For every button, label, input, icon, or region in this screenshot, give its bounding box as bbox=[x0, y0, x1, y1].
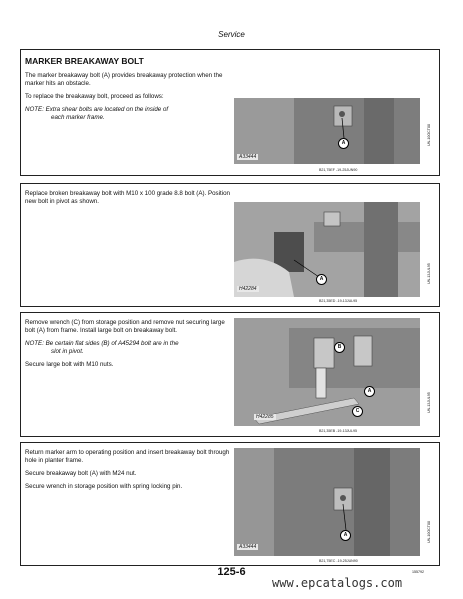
note-line: Extra shear bolts are located on the inside of bbox=[45, 106, 169, 113]
figure-photo bbox=[234, 318, 420, 426]
note bbox=[25, 106, 230, 122]
figure-photo bbox=[234, 202, 420, 297]
panel-install-large-bolt bbox=[20, 312, 440, 437]
panel-return-marker-arm bbox=[20, 442, 440, 566]
paragraph: Return marker arm to operating position and insert breakaway bolt through hole in planter frame. bbox=[25, 449, 230, 464]
page-number: 125-6 bbox=[217, 566, 246, 578]
callout-a: A bbox=[340, 530, 351, 541]
panel-marker-breakaway-bolt bbox=[20, 49, 440, 176]
watermark: www.epcatalogs.com bbox=[272, 576, 403, 590]
panel-text bbox=[25, 319, 230, 374]
figure-ref: B21,35ED -19-13JUL95 bbox=[319, 299, 358, 303]
paragraph: Secure breakaway bolt (A) with M24 nut. bbox=[25, 470, 137, 477]
note-line: each marker frame. bbox=[51, 114, 105, 121]
paragraph: Replace broken breakaway bolt with M10 x 100 grade 8.8 bolt (A). Position new bolt in pivot as shown. bbox=[25, 190, 230, 205]
note-prefix: NOTE: bbox=[25, 106, 44, 113]
footer-code: 155792 bbox=[412, 570, 424, 574]
panel-text bbox=[25, 190, 230, 211]
photo-illustration bbox=[234, 448, 420, 556]
figure-photo bbox=[234, 98, 420, 164]
paragraph: The marker breakaway bolt (A) provides breakaway protection when the marker hits an obstacle. bbox=[25, 72, 223, 87]
figure-id: H42284 bbox=[239, 286, 257, 292]
panel-replace-bolt bbox=[20, 183, 440, 307]
callout-a: A bbox=[338, 138, 349, 149]
figure-id: A33444 bbox=[239, 154, 257, 160]
figure-id: H42285 bbox=[256, 414, 274, 420]
figure-ref: B21,35EB -19-13JUL95 bbox=[319, 429, 357, 433]
photo-illustration bbox=[234, 98, 420, 164]
figure-id: A33444 bbox=[239, 544, 257, 550]
note-line: Be certain flat sides (B) of A45294 bolt are in the bbox=[45, 340, 179, 347]
callout-c: C bbox=[352, 406, 363, 417]
panel-text bbox=[25, 449, 230, 496]
figure-side-code: UN-13JUL95 bbox=[427, 263, 431, 284]
paragraph: To replace the breakaway bolt, proceed as follows: bbox=[25, 93, 164, 100]
panel-text bbox=[25, 57, 230, 127]
figure-side-code: UN-10OCT88 bbox=[427, 124, 431, 146]
photo-illustration bbox=[234, 202, 420, 297]
figure-ref: B21,75EC -19-25JUN90 bbox=[319, 559, 358, 563]
paragraph: Remove wrench (C) from storage position and remove nut securing large bolt (A) from frame. Install large bolt on breakaway bolt. bbox=[25, 319, 225, 334]
page-header: Service bbox=[218, 30, 245, 39]
note bbox=[25, 340, 230, 356]
callout-a: A bbox=[364, 386, 375, 397]
callout-b: B bbox=[334, 342, 345, 353]
note-prefix: NOTE: bbox=[25, 340, 44, 347]
figure-ref: B21,75EF -19-25JUN90 bbox=[319, 168, 358, 172]
figure-side-code: UN-10OCT88 bbox=[427, 521, 431, 543]
paragraph: Secure large bolt with M10 nuts. bbox=[25, 361, 114, 368]
paragraph: Secure wrench in storage position with spring locking pin. bbox=[25, 483, 183, 490]
section-heading: MARKER BREAKAWAY BOLT bbox=[25, 56, 144, 66]
note-line: slot in pivot. bbox=[51, 348, 84, 355]
figure-photo bbox=[234, 448, 420, 556]
callout-a: A bbox=[316, 274, 327, 285]
photo-illustration bbox=[234, 318, 420, 426]
figure-side-code: UN-13JUL95 bbox=[427, 392, 431, 413]
